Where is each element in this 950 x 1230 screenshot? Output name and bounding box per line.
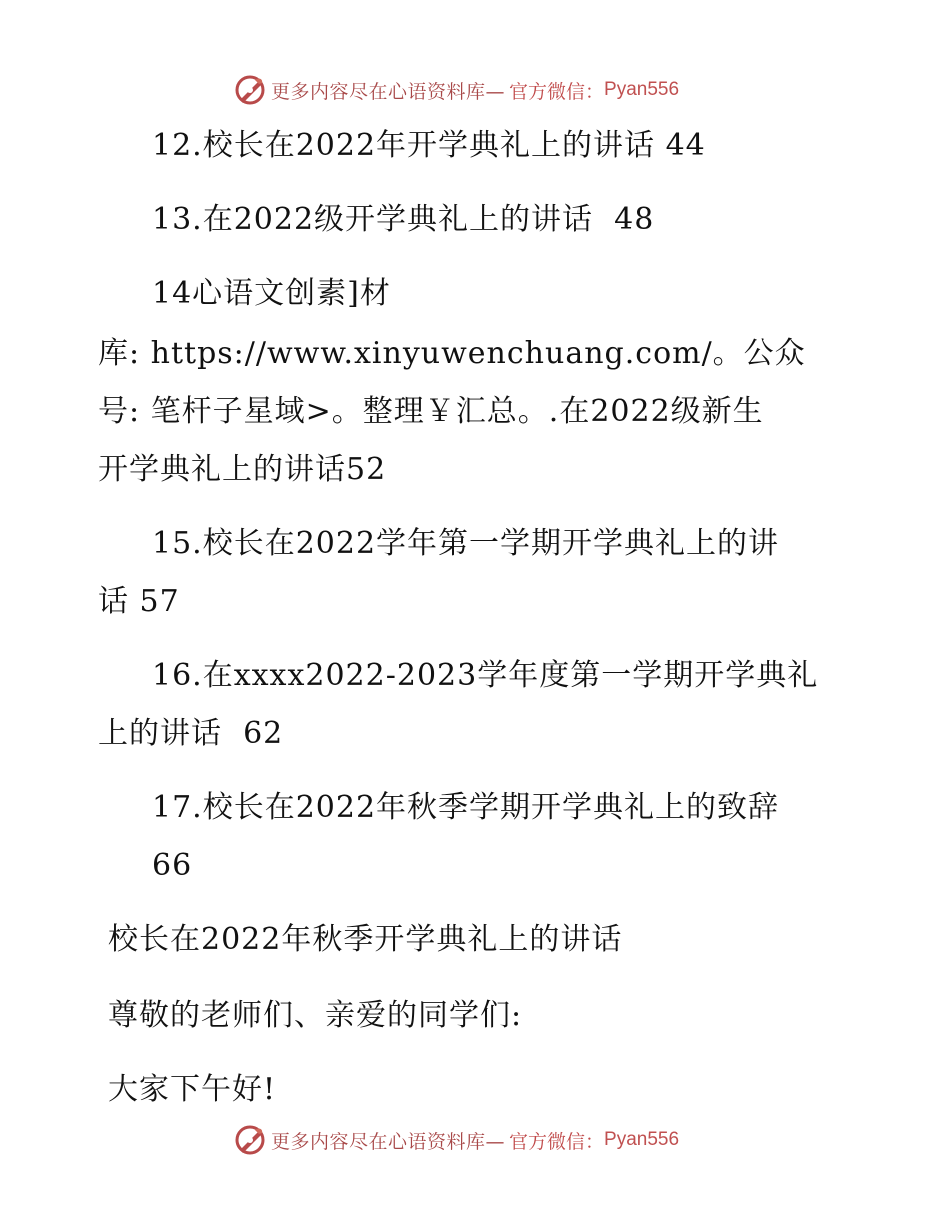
toc-item-14-line1: 14心语文创素]材 <box>152 276 391 311</box>
banner-wechat-id: Pyan556 <box>604 79 680 100</box>
header-banner <box>234 72 679 108</box>
toc-item-16-line2: 上的讲话 62 <box>98 716 284 751</box>
banner-text: 更多内容尽在心语资料库— <box>271 80 506 103</box>
toc-item-12: 12.校长在2022年开学典礼上的讲话 44 <box>152 128 706 163</box>
toc-item-13: 13.在2022级开学典礼上的讲话 48 <box>152 202 655 237</box>
speech-greeting: 大家下午好! <box>108 1072 277 1107</box>
quill-logo-icon <box>234 1124 266 1156</box>
banner-wechat-id: Pyan556 <box>604 1129 680 1150</box>
toc-item-15-line2: 话 57 <box>98 584 180 619</box>
speech-title: 校长在2022年秋季开学典礼上的讲话 <box>108 922 623 957</box>
speech-salutation: 尊敬的老师们、亲爱的同学们: <box>108 998 523 1033</box>
toc-item-14-line4: 开学典礼上的讲话52 <box>98 452 387 487</box>
toc-item-17-line1: 17.校长在2022年秋季学期开学典礼上的致辞 <box>152 790 780 825</box>
banner-wechat-label: 官方微信： <box>509 1130 605 1153</box>
toc-item-17-line2: 66 <box>152 848 193 883</box>
toc-item-15-line1: 15.校长在2022学年第一学期开学典礼上的讲 <box>152 526 780 561</box>
banner-text: 更多内容尽在心语资料库— <box>271 1130 506 1153</box>
footer-banner <box>234 1122 679 1158</box>
toc-item-16-line1: 16.在xxxx2022-2023学年度第一学期开学典礼 <box>152 658 819 693</box>
quill-logo-icon <box>234 74 266 106</box>
toc-item-14-line2: 库: https://www.xinyuwenchuang.com/。公众 <box>98 336 806 371</box>
toc-item-14-line3: 号: 笔杆子星域>。整理￥汇总。.在2022级新生 <box>98 394 764 429</box>
banner-wechat-label: 官方微信： <box>509 80 605 103</box>
